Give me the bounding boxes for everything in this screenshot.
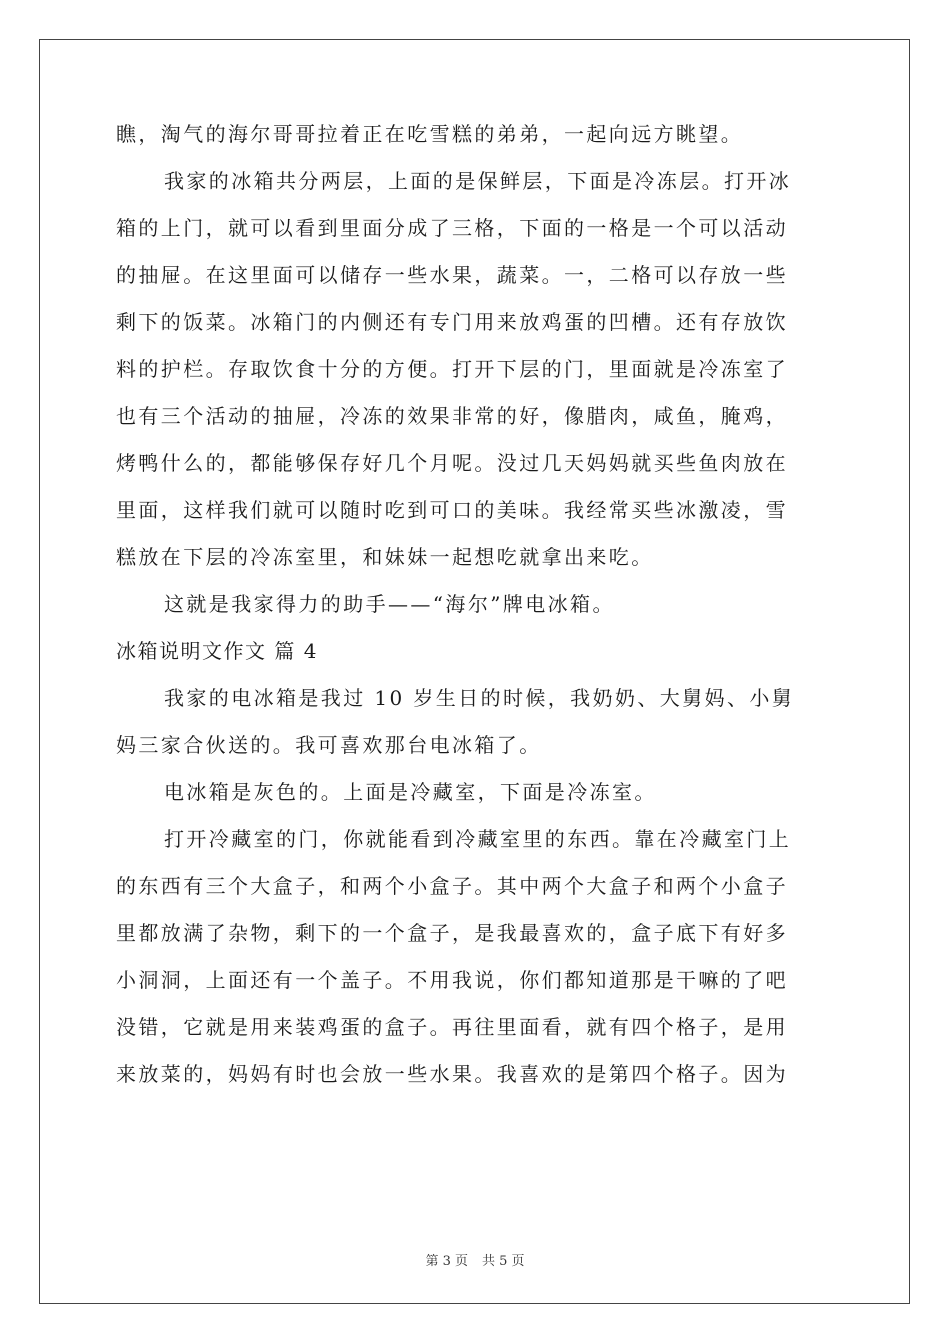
page-footer xyxy=(0,1250,950,1269)
text-line: 烤鸭什么的，都能够保存好几个月呢。没过几天妈妈就买些鱼肉放在 xyxy=(116,451,788,475)
text-line: 也有三个活动的抽屉，冷冻的效果非常的好，像腊肉，咸鱼，腌鸡， xyxy=(116,404,788,428)
paragraph-start: 电冰箱是灰色的。上面是冷藏室，下面是冷冻室。 xyxy=(164,780,657,804)
page-total: 共 5 页 xyxy=(482,1254,525,1269)
paragraph-start: 我家的冰箱共分两层，上面的是保鲜层，下面是冷冻层。打开冰 xyxy=(164,169,792,193)
text-line: 里都放满了杂物，剩下的一个盒子，是我最喜欢的，盒子底下有好多 xyxy=(116,921,788,945)
paragraph-start: 这就是我家得力的助手——“海尔”牌电冰箱。 xyxy=(164,592,615,616)
text-line: 小洞洞，上面还有一个盖子。不用我说，你们都知道那是干嘛的了吧 xyxy=(116,968,788,992)
document-body xyxy=(116,122,832,1109)
text-line: 的东西有三个大盒子，和两个小盒子。其中两个大盒子和两个小盒子 xyxy=(116,874,788,898)
paragraph-start: 打开冷藏室的门，你就能看到冷藏室里的东西。靠在冷藏室门上 xyxy=(164,827,792,851)
paragraph-start: 我家的电冰箱是我过 10 岁生日的时候，我奶奶、大舅妈、小舅 xyxy=(164,686,795,710)
text-line: 糕放在下层的冷冻室里，和妹妹一起想吃就拿出来吃。 xyxy=(116,545,654,569)
text-line: 瞧，淘气的海尔哥哥拉着正在吃雪糕的弟弟，一起向远方眺望。 xyxy=(116,122,744,146)
text-line: 箱的上门，就可以看到里面分成了三格，下面的一格是一个可以活动 xyxy=(116,216,788,240)
text-line: 没错，它就是用来装鸡蛋的盒子。再往里面看，就有四个格子，是用 xyxy=(116,1015,788,1039)
text-line: 来放菜的，妈妈有时也会放一些水果。我喜欢的是第四个格子。因为 xyxy=(116,1062,788,1086)
text-line: 料的护栏。存取饮食十分的方便。打开下层的门，里面就是冷冻室了 xyxy=(116,357,788,381)
text-line: 妈三家合伙送的。我可喜欢那台电冰箱了。 xyxy=(116,733,542,757)
section-heading: 冰箱说明文作文 篇 4 xyxy=(116,639,318,663)
text-line: 剩下的饭菜。冰箱门的内侧还有专门用来放鸡蛋的凹槽。还有存放饮 xyxy=(116,310,788,334)
page-number: 第 3 页 xyxy=(425,1254,468,1269)
text-line: 的抽屉。在这里面可以储存一些水果，蔬菜。一，二格可以存放一些 xyxy=(116,263,788,287)
text-line: 里面，这样我们就可以随时吃到可口的美味。我经常买些冰激凌，雪 xyxy=(116,498,788,522)
